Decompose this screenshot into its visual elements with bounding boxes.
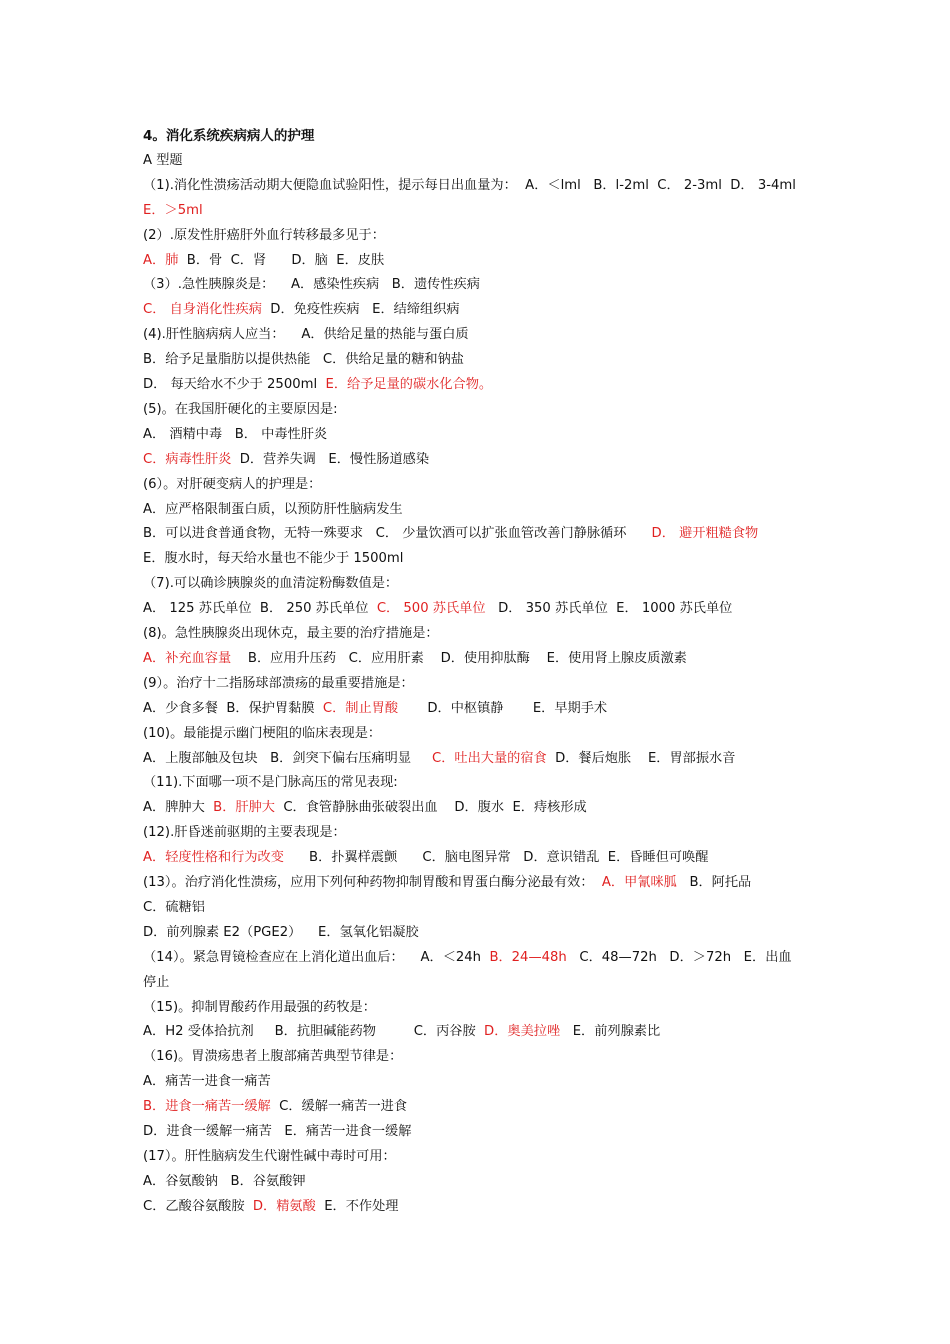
text-segment: (9）。治疗十二指肠球部溃疡的最重要措施是： [143,675,414,691]
text-segment: （15)。抑制胃酸药作用最强的药牧是： [143,999,376,1015]
answer-text: A．补充血容量 [143,650,232,666]
text-segment: (8)。急性胰腺炎出现休克，最主要的治疗措施是： [143,626,439,641]
text-line [143,871,823,895]
text-line [143,996,823,1020]
text-segment: A．上腹部触及包块 B．剑突下偏右压痛明显 [143,750,432,766]
text-line [143,473,823,497]
text-segment: C．缓解一痛苦一进食 [270,1099,408,1115]
text-segment: (5)。在我国肝硬化的主要原因是: [143,401,338,417]
answer-text: B．进食一痛苦一缓解 [143,1099,271,1115]
text-segment: A．脾肿大 [143,800,214,816]
text-line [143,298,823,322]
text-segment: D．免疫性疾病 E．结缔组织病 [261,302,460,318]
text-segment: B．可以进食普通食物，无特一殊要求 C． 少量饮酒可以扩张血管改善门静脉循环 [143,526,652,542]
text-segment: C．硫糖铝 [143,899,205,915]
text-line [143,224,823,248]
text-segment: (6）。对肝硬变病人的护理是： [143,476,322,492]
text-segment: A．少食多餐 B．保护胃黏膜 [143,700,323,716]
text-segment: D．前列腺素 E2（PGE2） E．氢氧化铝凝胶 [143,924,419,940]
answer-text: A．轻度性格和行为改变 [143,850,284,866]
text-segment: (10)。最能提示幽门梗阻的临床表现是： [143,725,382,741]
text-line [143,522,823,546]
answer-text: D．精氨酸 [252,1198,316,1214]
text-segment: （3）.急性胰腺炎是： A．感染性疾病 B．遗传性疾病 [143,277,480,293]
text-line [143,921,823,945]
text-line [143,672,823,696]
text-segment: C．48—72h D．＞72h E．出血 [566,949,792,965]
text-line [143,722,823,746]
text-segment: C．乙酸谷氨酸胺 [143,1198,253,1214]
answer-text: C．制止胃酸 [322,700,399,716]
text-line [143,547,823,571]
text-segment: A．H2 受体拾抗剂 B．抗胆碱能药物 C．丙谷胺 [143,1024,485,1040]
text-line [143,199,823,223]
answer-text: C．吐出大量的宿食 [431,750,547,766]
text-segment: (13）。治疗消化性溃疡，应用下列何种药物抑制胃酸和胃蛋白酶分泌最有效： [143,875,602,890]
text-line [143,174,823,198]
text-line [143,273,823,297]
text-line [143,1020,823,1044]
text-line [143,896,823,920]
text-segment: A．应严格限制蛋白质，以预防肝性脑病发生 [143,501,403,517]
answer-text: A．肺 [143,252,179,268]
text-line [143,149,823,173]
text-segment: A 型题 [143,152,183,168]
answer-text: B．24—48h [489,949,567,965]
text-line [143,423,823,447]
text-segment: D．进食一缓解一痛苦 E．痛苦一进食一缓解 [143,1124,412,1139]
text-segment: B．阿托品 [676,875,752,890]
text-segment: A． 125 苏氏单位 B． 250 苏氏单位 [143,601,377,617]
text-segment: （16)。胃溃疡患者上腹部痛苦典型节律是： [143,1049,403,1065]
text-segment: (2）.原发性肝癌肝外血行转移最多见于： [143,227,385,243]
text-line [143,1195,823,1219]
text-segment: A．痛苦一进食一痛苦 [143,1074,271,1090]
text-segment: D． 350 苏氏单位 E． 1000 苏氏单位 [485,601,733,617]
answer-text: D． 避开粗糙食物 [651,526,759,542]
text-line [143,771,823,795]
text-line [143,821,823,845]
answer-text: C． 500 苏氏单位 [376,601,486,617]
text-line [143,597,823,621]
text-segment: E．腹水时，每天给水量也不能少于 1500ml [143,551,404,567]
text-segment: A． 酒精中毒 B． 中毒性肝炎 [143,426,328,442]
answer-text: E．＞5ml [143,202,203,218]
text-line [143,647,823,671]
text-segment: B．给予足量脂肪以提供热能 C．供给足量的糖和钠盐 [143,352,464,368]
text-line [143,373,823,397]
answer-text: D．奥美拉唑 [484,1024,561,1040]
text-line [143,796,823,820]
text-segment: E．前列腺素比 [560,1024,661,1040]
text-segment: B．扑翼样震颤 C．脑电图异常 D．意识错乱 E．昏睡但可唤醒 [283,850,709,866]
text-line [143,1045,823,1069]
text-line [143,1070,823,1094]
text-line [143,249,823,273]
text-line [143,846,823,870]
text-line [143,1095,823,1119]
text-line [143,323,823,347]
section-title [143,124,823,148]
text-line [143,1145,823,1169]
text-line [143,946,823,970]
text-segment: D．中枢镇静 E．早期手术 [398,700,608,716]
text-line [143,971,823,995]
answer-text: E．给予足量的碳水化合物。 [325,377,493,392]
text-segment: （11).下面哪一项不是门脉高压的常见表现: [143,775,398,791]
answer-text: A．甲氰咪胍 [601,875,677,890]
text-segment: D．餐后炮胀 E．胃部振水音 [546,750,736,766]
text-line [143,1170,823,1194]
text-segment: （1).消化性溃疡活动期大便隐血试验阳性，提示每日出血量为： A．＜lml B．l-2ml C． 2-3ml D． 3-4ml [143,177,796,193]
text-line [143,398,823,422]
text-segment: D． 每天给水不少于 2500ml [143,377,326,392]
text-segment: 停止 [143,974,170,990]
answer-text: C． 自身消化性疾病 [143,302,262,318]
text-line [143,622,823,646]
text-segment: E．不作处理 [315,1198,399,1214]
text-line [143,1120,823,1144]
text-line [143,498,823,522]
text-segment: A．谷氨酸钠 B．谷氨酸钾 [143,1173,306,1189]
text-line [143,448,823,472]
answer-text: B．肝肿大 [213,800,275,816]
text-line [143,348,823,372]
answer-text: C．病毒性肝炎 [143,451,232,467]
text-segment: （7).可以确诊胰腺炎的血清淀粉酶数值是： [143,576,399,592]
text-segment: (4).肝性脑病病人应当： A．供给足量的热能与蛋白质 [143,327,469,343]
text-segment: 4。消化系统疾病病人的护理 [143,128,315,144]
text-segment: C．食管静脉曲张破裂出血 D．腹水 E．痔核形成 [274,800,587,816]
text-line [143,747,823,771]
text-segment: B．应用升压药 C．应用肝素 D．使用抑肽酶 E．使用肾上腺皮质激素 [231,650,687,666]
text-line [143,572,823,596]
text-segment: (17）。肝性脑病发生代谢性碱中毒时可用： [143,1148,396,1164]
text-segment: B．骨 C．肾 D．脑 E．皮肤 [178,252,385,268]
text-line [143,697,823,721]
text-segment: D．营养失调 E．慢性肠道感染 [231,451,430,467]
text-segment: （14）。紧急胃镜检查应在上消化道出血后： A．＜24h [143,949,490,965]
text-segment: (12).肝昏迷前驱期的主要表现是： [143,825,346,841]
